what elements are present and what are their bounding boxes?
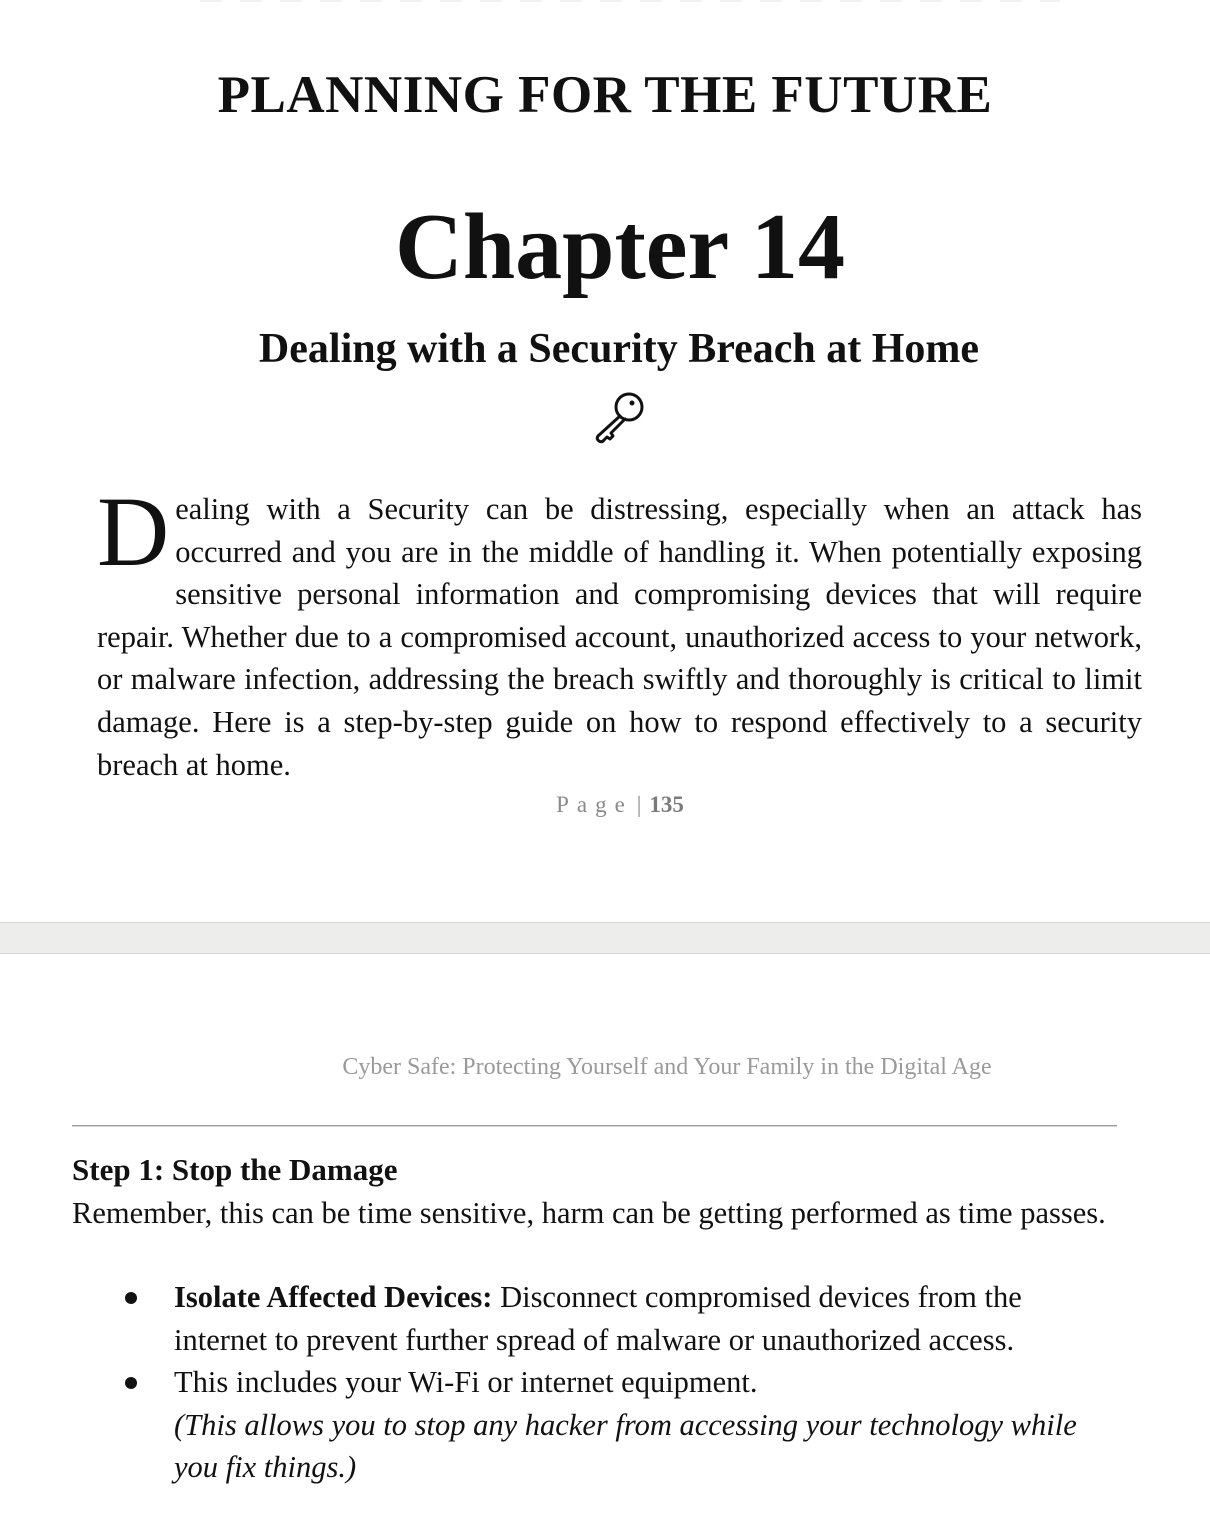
drop-cap: D: [97, 476, 170, 587]
bullet-icon: [125, 1292, 137, 1304]
section-title: PLANNING FOR THE FUTURE: [217, 66, 993, 124]
intro-paragraph: [97, 476, 1142, 786]
intro-text: ealing with a Security can be distressing, especially when an attack has occurred and you are in the middle of handling it. When potentially exposing sensitive personal information and compromising devices that will require repair. Whether due to a compromised account, unauthorized access to your network, or malware infection, addressing the breach swiftly and thoroughly is critical to limit damage. Here is a step-by-step guide on how to respond effectively to a security breach at home.: [97, 492, 1142, 782]
previous-page-edge: [200, 0, 1060, 2]
page-gap: [0, 922, 1210, 954]
key-icon: [592, 390, 646, 444]
chapter-title: Chapter 14: [395, 195, 845, 299]
page-number-footer: [0, 792, 1210, 818]
page-label: Page: [556, 792, 633, 817]
list-item: [72, 1276, 1117, 1361]
page-136: [0, 954, 1210, 1516]
bullet-icon: [125, 1377, 137, 1389]
bullet-text: Disconnect compromised devices from the internet to prevent further spread of malware or unauthorized access.: [174, 1280, 1022, 1357]
bullet-lead: Isolate Affected Devices:: [174, 1280, 493, 1314]
running-header: Cyber Safe: Protecting Yourself and Your Family in the Digital Age: [342, 1054, 992, 1080]
bullet-list: [72, 1276, 1117, 1489]
header-rule: [72, 1125, 1117, 1127]
step-text: Remember, this can be time sensitive, harm can be getting performed as time passes.: [72, 1196, 1106, 1230]
bullet-text: This includes your Wi-Fi or internet equipment.: [174, 1365, 758, 1399]
bullet-note: (This allows you to stop any hacker from accessing your technology while you fix things.): [174, 1407, 1077, 1484]
list-item: [72, 1361, 1117, 1489]
step-heading: Step 1: Stop the Damage: [72, 1152, 398, 1187]
page-separator: |: [636, 792, 642, 817]
page-number: 135: [649, 792, 684, 817]
chapter-subtitle: Dealing with a Security Breach at Home: [258, 326, 980, 372]
